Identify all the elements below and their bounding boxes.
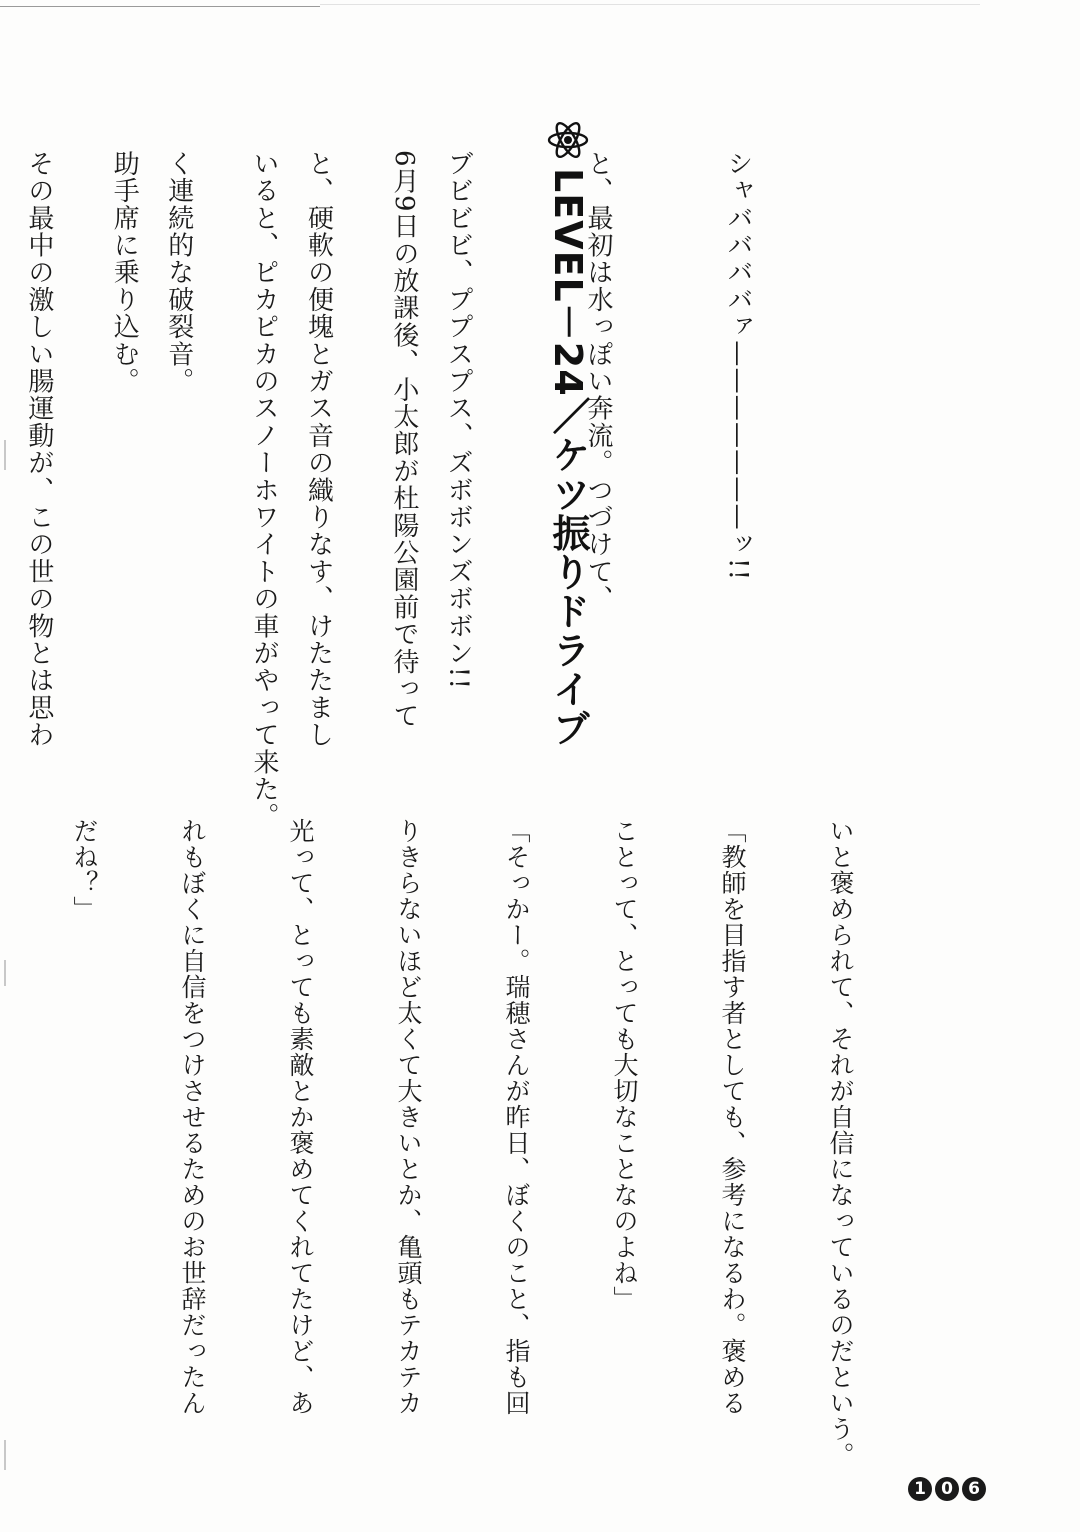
- page-edge-line-light: [320, 4, 980, 5]
- text-line: れもぼくに自信をつけさせるためのお世辞だったん: [178, 818, 207, 1416]
- atom-icon: [546, 118, 590, 162]
- text-line: いると、ピカピカのスノーホワイトの車がやって来た。: [249, 150, 280, 830]
- page-edge-line: [0, 6, 320, 7]
- page-number: [908, 1477, 986, 1501]
- page-number-digit: 1: [908, 1477, 932, 1501]
- section-heading: [540, 118, 596, 748]
- text-line: 光って、とっても素敵とか褒めてくれてたけど、あ: [286, 818, 315, 1416]
- text-line: いと褒められて、それが自信になっているのだという。: [826, 818, 855, 1468]
- text-line: ブビビビ、ププスプス、ズボボンズボボン!!: [443, 150, 474, 691]
- text-line: と、硬軟の便塊とガス音の織りなす、けたたまし: [303, 150, 334, 749]
- section-title: LEVEL－24／ケツ振りドライブ: [546, 168, 590, 748]
- text-line: と、最初は水っぽい奔流。つづけて、: [583, 150, 614, 613]
- scan-mark: [4, 1440, 6, 1470]
- text-line: 「教師を目指す者としても、参考になるわ。褒める: [718, 818, 747, 1416]
- text-line: く連続的な破裂音。: [163, 150, 194, 395]
- text-line: 6月9日の放課後、小太郎が杜陽公園前で待って: [388, 150, 419, 730]
- page-number-digit: 0: [935, 1477, 959, 1501]
- text-line: だね？」: [70, 818, 99, 922]
- text-line: シャババババァ———————ッ!!: [722, 150, 753, 582]
- text-block-top-left: [0, 150, 520, 830]
- text-line: その最中の激しい腸運動が、この世の物とは思わ: [23, 150, 54, 749]
- text-line: ことって、とっても大切なことなのよね」: [610, 818, 639, 1312]
- page-number-digit: 6: [962, 1477, 986, 1501]
- text-block-bottom: [0, 818, 930, 1468]
- text-line: [0, 150, 7, 720]
- text-line: 「そっかー。瑞穂さんが昨日、ぼくのこと、指も回: [502, 818, 531, 1416]
- text-line: 助手席に乗り込む。: [109, 150, 140, 395]
- text-line: りきらないほど太くて大きいとか、亀頭もテカテカ: [394, 818, 423, 1416]
